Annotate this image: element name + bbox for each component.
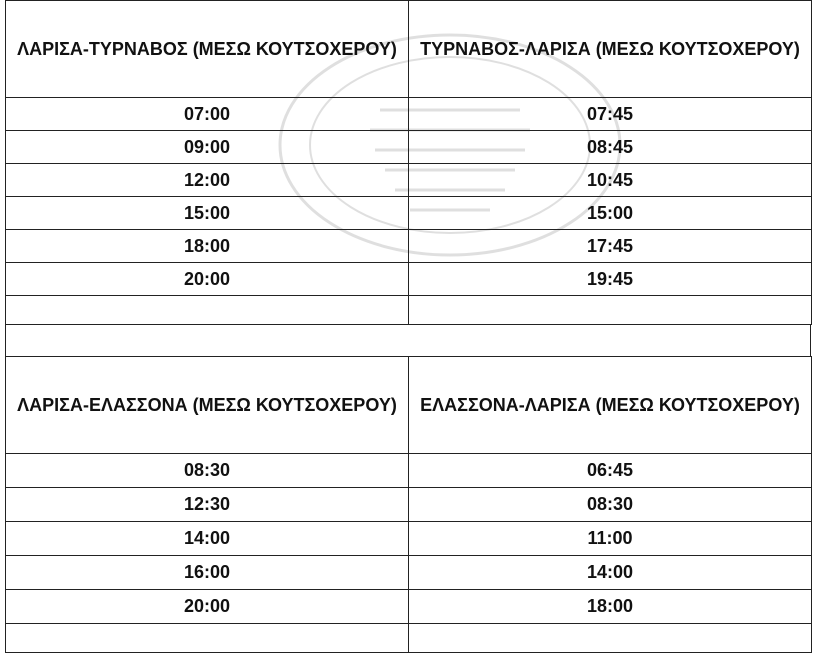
departure-time: 14:00	[6, 522, 409, 556]
schedule-table-elassona	[5, 356, 812, 653]
departure-time: 07:00	[6, 98, 409, 131]
separator-row	[5, 324, 811, 357]
departure-time: 18:00	[6, 230, 409, 263]
table-header-row	[6, 1, 812, 98]
departure-time: 14:00	[409, 556, 812, 590]
table-row	[6, 131, 812, 164]
table-row	[6, 197, 812, 230]
departure-time: 08:30	[6, 454, 409, 488]
departure-time: 07:45	[409, 98, 812, 131]
departure-time: 17:45	[409, 230, 812, 263]
empty-row	[6, 624, 812, 653]
column-header-tyrnavos-larisa: ΤΥΡΝΑΒΟΣ-ΛΑΡΙΣΑ (ΜΕΣΩ ΚΟΥΤΣΟΧΕΡΟΥ)	[409, 1, 812, 98]
column-header-elassona-larisa: ΕΛΑΣΣΟΝΑ-ΛΑΡΙΣΑ (ΜΕΣΩ ΚΟΥΤΣΟΧΕΡΟΥ)	[409, 357, 812, 454]
table-row	[6, 488, 812, 522]
departure-time: 15:00	[6, 197, 409, 230]
departure-time: 19:45	[409, 263, 812, 296]
departure-time: 12:30	[6, 488, 409, 522]
table-row	[6, 522, 812, 556]
empty-cell	[6, 624, 409, 653]
table-row	[6, 230, 812, 263]
departure-time: 16:00	[6, 556, 409, 590]
departure-time: 09:00	[6, 131, 409, 164]
empty-cell	[409, 624, 812, 653]
departure-time: 08:30	[409, 488, 812, 522]
departure-time: 15:00	[409, 197, 812, 230]
departure-time: 20:00	[6, 590, 409, 624]
departure-time: 11:00	[409, 522, 812, 556]
table-row	[6, 263, 812, 296]
departure-time: 08:45	[409, 131, 812, 164]
column-header-larisa-elassona: ΛΑΡΙΣΑ-ΕΛΑΣΣΟΝΑ (ΜΕΣΩ ΚΟΥΤΣΟΧΕΡΟΥ)	[6, 357, 409, 454]
schedule-table-tyrnavos	[5, 0, 812, 325]
column-header-larisa-tyrnavos: ΛΑΡΙΣΑ-ΤΥΡΝΑΒΟΣ (ΜΕΣΩ ΚΟΥΤΣΟΧΕΡΟΥ)	[6, 1, 409, 98]
table-row	[6, 454, 812, 488]
table-row	[6, 164, 812, 197]
empty-cell	[409, 296, 812, 325]
departure-time: 18:00	[409, 590, 812, 624]
empty-cell	[6, 296, 409, 325]
departure-time: 12:00	[6, 164, 409, 197]
departure-time: 06:45	[409, 454, 812, 488]
departure-time: 20:00	[6, 263, 409, 296]
empty-row	[6, 296, 812, 325]
table-row	[6, 556, 812, 590]
table-row	[6, 590, 812, 624]
table-row	[6, 98, 812, 131]
departure-time: 10:45	[409, 164, 812, 197]
table-header-row	[6, 357, 812, 454]
